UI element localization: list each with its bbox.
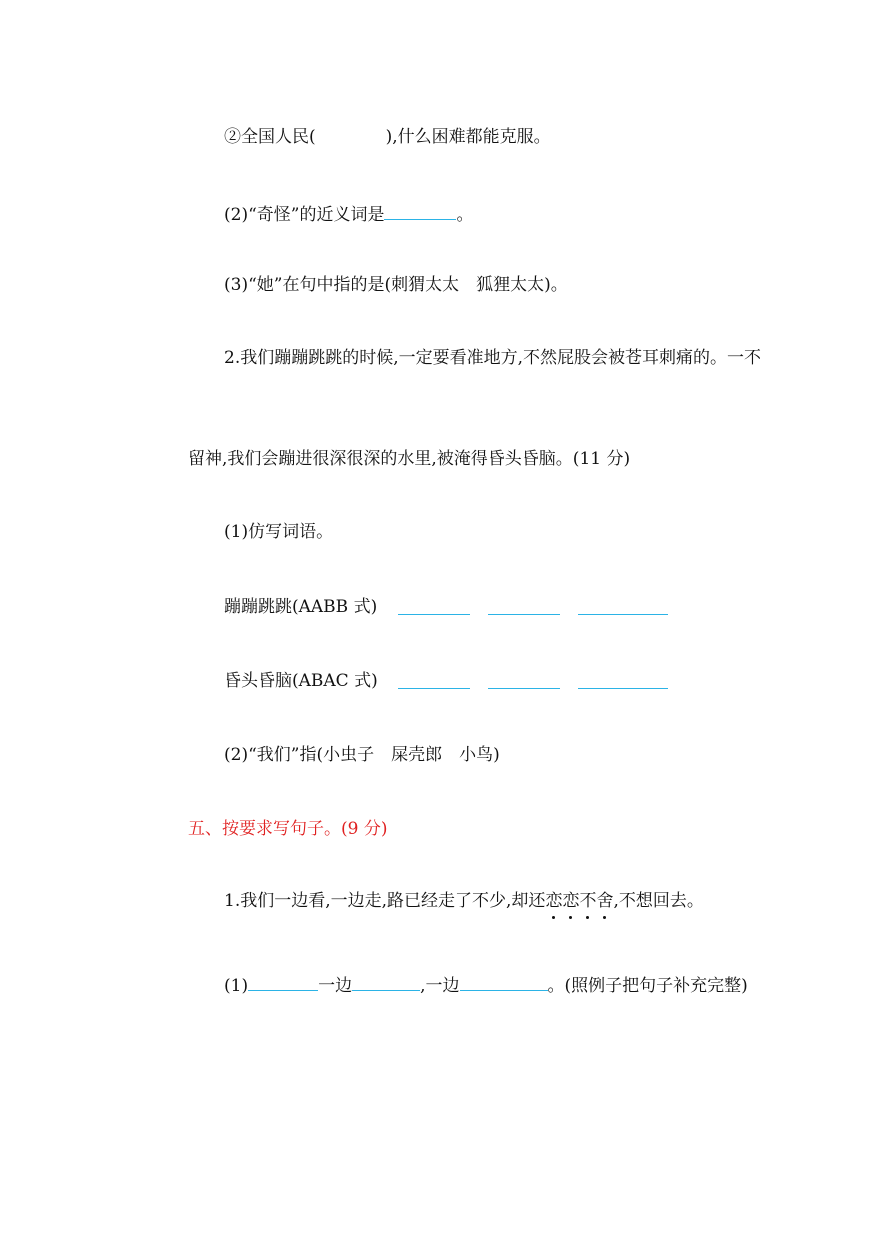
aabb-blank-3[interactable] xyxy=(578,596,668,615)
aabb-blank-1[interactable] xyxy=(398,596,470,615)
q1-sub3: (3)“她”在句中指的是(刺猬太太 狐狸太太)。 xyxy=(224,275,568,295)
aabb-label: 蹦蹦跳跳(AABB 式) xyxy=(224,597,378,617)
q2-line1: 2.我们蹦蹦跳跳的时候,一定要看准地方,不然屁股会被苍耳刺痛的。一不 xyxy=(224,348,762,368)
sentence-blank-3[interactable] xyxy=(460,972,548,991)
emphasis-char: 舍 xyxy=(596,891,614,911)
emphasis-char: 不 xyxy=(579,891,597,911)
q2-sub1: (1)仿写词语。 xyxy=(224,522,334,542)
abac-blank-3[interactable] xyxy=(578,670,668,689)
abac-blanks xyxy=(398,670,668,695)
sentence-blank-2[interactable] xyxy=(352,972,420,991)
q1-item2: ②全国人民( ),什么困难都能克服。 xyxy=(224,127,551,147)
synonym-blank[interactable] xyxy=(384,201,456,220)
aabb-blanks xyxy=(398,596,668,621)
abac-label: 昏头昏脑(ABAC 式) xyxy=(224,671,378,691)
abac-blank-2[interactable] xyxy=(488,670,560,689)
q2-sub2: (2)“我们”指(小虫子 屎壳郎 小鸟) xyxy=(224,745,500,765)
q1-sub2: (2)“奇怪”的近义词是 。 xyxy=(224,201,473,226)
abac-blank-1[interactable] xyxy=(398,670,470,689)
section5-sub1: (1) 一边 ,一边 。(照例子把句子补充完整) xyxy=(224,972,748,997)
emphasis-char: 恋 xyxy=(545,891,563,911)
aabb-blank-2[interactable] xyxy=(488,596,560,615)
emphasis-char: 恋 xyxy=(562,891,580,911)
sentence-blank-1[interactable] xyxy=(248,972,318,991)
section5-q1: 1.我们一边看,一边走,路已经走了不少,却还恋恋不舍,不想回去。 xyxy=(224,891,704,911)
q2-line2: 留神,我们会蹦进很深很深的水里,被淹得昏头昏脑。(11 分) xyxy=(188,449,631,469)
section-5-heading: 五、按要求写句子。(9 分) xyxy=(188,819,388,839)
